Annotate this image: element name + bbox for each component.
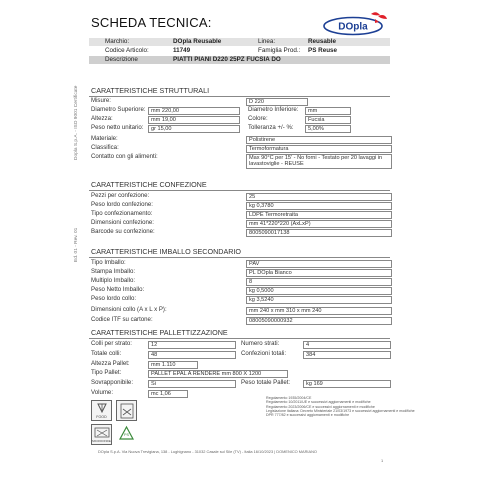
food-contact-icon	[91, 400, 112, 421]
marchio-label: Marchio:	[105, 38, 130, 45]
peso-lordo-collo-label: Peso lordo collo:	[91, 295, 137, 302]
codice-value: 11749	[173, 47, 191, 54]
confezioni-totali-label: Confezioni totali:	[241, 350, 287, 357]
dishwasher-icon	[116, 400, 137, 421]
tolleranza-label: Tolleranza +/- %:	[248, 124, 294, 131]
stampa-imballo-label: Stampa Imballo:	[91, 268, 136, 275]
barcode-label: Barcode su confezione:	[91, 228, 155, 235]
header-row-descrizione	[89, 56, 390, 64]
regulations-list	[266, 396, 415, 417]
volume-label: Volume:	[91, 389, 114, 396]
tipo-imballo-label: Tipo Imballo:	[91, 259, 126, 266]
codice-label: Codice Articolo:	[105, 47, 149, 54]
linea-label: Linea:	[258, 38, 276, 45]
tipo-pallet-value: PALLET EPAL A RENDERE mm 800 X 1200	[148, 370, 288, 378]
multiplo-imballo-label: Multiplo Imballo:	[91, 277, 136, 284]
side-label-confezione: Ed. 01 - Rev. 01	[74, 227, 79, 262]
regulation-line: Regolamento 10/2011/UE e successivi aggiornamenti e modifiche	[266, 400, 371, 405]
codice-itf-value: 08005090000932	[246, 317, 392, 325]
diametro-inferiore-value: mm	[305, 107, 351, 115]
altezza-pallet-label: Altezza Pallet:	[91, 360, 130, 367]
materiale-label: Materiale:	[91, 135, 118, 142]
totale-colli-value: 48	[148, 351, 236, 359]
diametro-superiore-value: mm 220,00	[148, 107, 240, 115]
dimensioni-confezione-label: Dimensioni confezione:	[91, 219, 155, 226]
peso-netto-imballo-label: Peso Netto Imballo:	[91, 286, 145, 293]
tolleranza-value: 5,00%	[305, 125, 351, 133]
peso-lordo-confezione-value: kg 0,3780	[246, 202, 392, 210]
section-heading-pallet: CARATTERISTICHE PALLETTIZZAZIONE	[91, 328, 228, 337]
contatto-label: Contatto con gli alimenti:	[91, 153, 158, 160]
descrizione-label: Descrizione	[105, 56, 138, 63]
barcode-value: 8005090017138	[246, 229, 392, 237]
regulation-line: DPR 777/82 e successivi aggiornamenti e modifiche	[266, 413, 350, 418]
misure-label: Misure:	[91, 97, 111, 104]
marchio-value: DOpla Reusable	[173, 38, 222, 45]
svg-text:DOpla: DOpla	[338, 21, 368, 33]
header-row-marchio	[89, 38, 390, 46]
codice-itf-label: Codice ITF su cartone:	[91, 316, 153, 323]
page-number: 1	[381, 458, 384, 463]
regulation-line: Regolamento 1935/2004/CE	[266, 396, 312, 400]
altezza-pallet-value: mm 1.110	[148, 361, 198, 369]
diametro-inferiore-label: Diametro Inferiore:	[248, 106, 299, 113]
sovrapponibile-label: Sovrapponibile:	[91, 379, 134, 386]
peso-totale-pallet-label: Peso totale Pallet:	[241, 379, 291, 386]
recycle-icon-label: PS	[123, 433, 130, 437]
microwave-icon	[91, 424, 112, 445]
peso-netto-label: Peso netto unitario:	[91, 124, 144, 131]
section-divider	[89, 96, 390, 97]
section-divider	[89, 190, 390, 191]
multiplo-imballo-value: 8	[246, 278, 392, 286]
dimensioni-confezione-value: mm 41*220*220 (AxLxP)	[246, 220, 392, 228]
tipo-pallet-label: Tipo Pallet:	[91, 369, 122, 376]
peso-totale-pallet-value: kg 169	[303, 380, 391, 388]
colore-label: Colore:	[248, 115, 268, 122]
peso-netto-value: gr 15,00	[148, 125, 240, 133]
peso-netto-imballo-value: kg 0,5000	[246, 287, 392, 295]
product-header	[89, 38, 390, 66]
tipo-confezionamento-value: LDPE Termoretraita	[246, 211, 392, 219]
section-divider	[89, 338, 390, 339]
pezzi-label: Pezzi per confezione:	[91, 192, 150, 199]
section-heading-imballo: CARATTERISTICHE IMBALLO SECONDARIO	[91, 247, 242, 256]
numero-strati-value: 4	[303, 341, 391, 349]
regulation-line: Regolamento 2023/2006/CE e successivi aggiornamenti e modifiche	[266, 404, 375, 409]
recycle-icon	[116, 424, 137, 445]
colli-strato-value: 12	[148, 341, 236, 349]
peso-lordo-collo-value: kg 3,5240	[246, 296, 392, 304]
colore-value: Fucsia	[305, 116, 351, 124]
colli-strato-label: Colli per strato:	[91, 340, 132, 347]
page-title: SCHEDA TECNICA:	[91, 15, 212, 30]
diametro-superiore-label: Diametro Superiore:	[91, 106, 146, 113]
famiglia-value: PS Reuse	[308, 47, 338, 54]
microwave-icon-label: MICROONDE	[92, 439, 111, 443]
side-label-strutturali: Dopla S.p.A. - ISO 9001 Certificate	[74, 85, 79, 160]
dopla-logo	[323, 10, 388, 36]
altezza-value: mm 19,00	[148, 116, 240, 124]
contatto-value: Max 90°C per 15' - No forni - Testato per 20 lavaggi in lavastoviglie - REUSE	[246, 154, 392, 169]
tipo-imballo-value: PAV	[246, 260, 392, 268]
altezza-label: Altezza:	[91, 115, 113, 122]
classifica-label: Classifica:	[91, 144, 119, 151]
footer-address: DOpla S.p.A. Via Nuova Trevigiana, 138 - Lughignano - 31032 Casale sul Sile (TV) - Italia 16/10/2023 | DOMENICO MARIANO	[98, 449, 317, 454]
regulation-line: Legislazione italiana: Decreto Ministeriale 21/03/1973 e successivi aggiornamenti e modifiche	[266, 408, 415, 413]
misure-value: D 220	[246, 98, 308, 106]
dimensioni-collo-value: mm 240 x mm 310 x mm 240	[246, 307, 392, 315]
pezzi-value: 25	[246, 193, 392, 201]
peso-lordo-confezione-label: Peso lordo confezione:	[91, 201, 153, 208]
dimensioni-collo-label: Dimensioni collo (A x L x P):	[91, 306, 167, 313]
section-divider	[89, 257, 390, 258]
section-heading-confezione: CARATTERISTICHE CONFEZIONE	[91, 180, 207, 189]
classifica-value: Termoformatura	[246, 145, 392, 153]
numero-strati-label: Numero strati:	[241, 340, 280, 347]
header-row-codice	[89, 47, 390, 55]
stampa-imballo-value: PL DOpla Bianco	[246, 269, 392, 277]
totale-colli-label: Totale colli:	[91, 350, 122, 357]
famiglia-label: Famiglia Prod.:	[258, 47, 301, 54]
materiale-value: Polistirene	[246, 136, 392, 144]
confezioni-totali-value: 384	[303, 351, 391, 359]
descrizione-value: PIATTI PIANI D220 25PZ FUCSIA DO	[173, 56, 281, 63]
sovrapponibile-value: Si	[148, 380, 236, 388]
linea-value: Reusable	[308, 38, 336, 45]
food-contact-icon-label: FOOD	[96, 415, 107, 419]
tipo-confezionamento-label: Tipo confezionamento:	[91, 210, 153, 217]
section-heading-strutturali: CARATTERISTICHE STRUTTURALI	[91, 86, 210, 95]
volume-value: mc 1,06	[148, 390, 188, 398]
